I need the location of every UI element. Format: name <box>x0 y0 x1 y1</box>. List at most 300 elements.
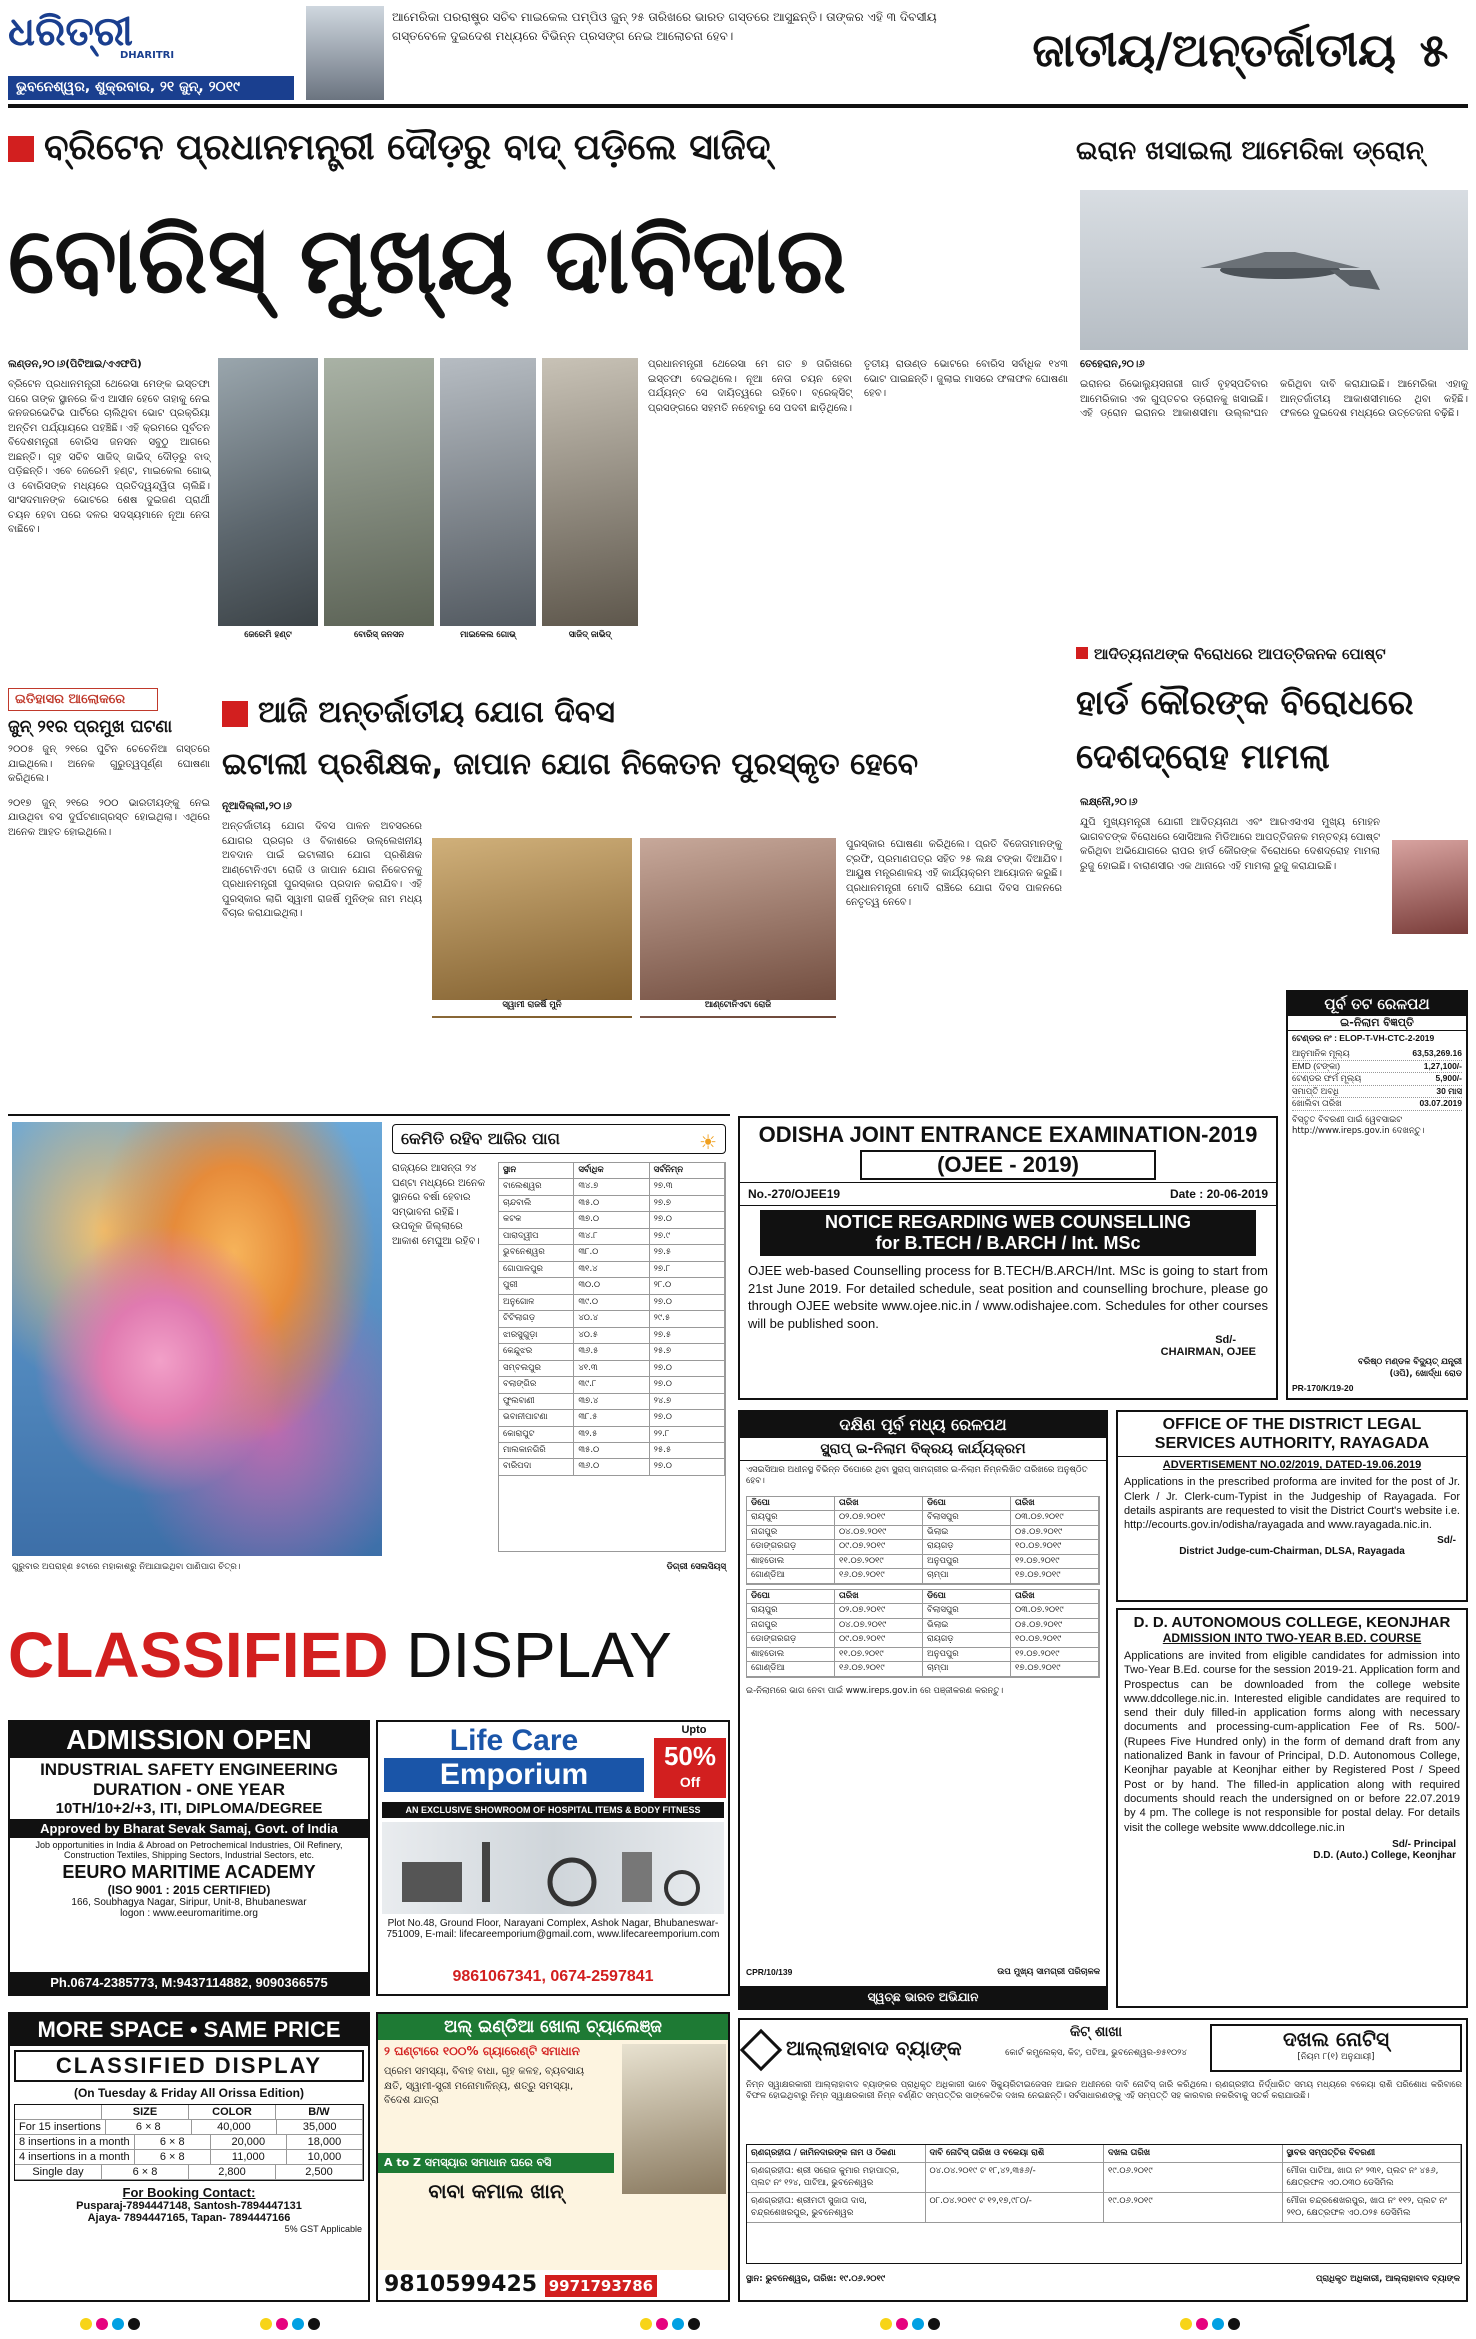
table-cell: 18,000 <box>287 2135 363 2149</box>
bank-name: ଆଲ୍ଲାହାବାଦ ବ୍ୟାଙ୍କ <box>786 2036 962 2060</box>
table-cell: ୧୯.୦୬.୨୦୧୯ <box>1104 2163 1283 2192</box>
tender-title: ପୂର୍ବ ତଟ ରେଳପଥ <box>1288 992 1466 1016</box>
table-cell: ବିଲାସପୁର <box>923 1604 1011 1617</box>
weather-row <box>499 1394 725 1410</box>
tender-no: ଟେଣ୍ଡର ନଂ : ELOP-T-VH-CTC-2-2019 <box>1292 1033 1435 1043</box>
weather-row <box>499 1295 725 1311</box>
masthead-dateline: ଭୁବନେଶ୍ୱର, ଶୁକ୍ରବାର, ୨୧ ଜୁନ୍, ୨୦୧୯ <box>8 76 294 100</box>
logo-subtext: DHARITRI <box>120 50 175 61</box>
table-cell: ୨୭.୦ <box>650 1459 725 1474</box>
weather-row <box>499 1229 725 1245</box>
logo-text: ଧରିତ୍ରୀ <box>8 9 133 55</box>
table-header-cell: ତାରିଖ <box>835 1590 923 1603</box>
table-header-row <box>747 2145 1461 2163</box>
table-cell: ଭୁବନେଶ୍ୱର <box>499 1245 574 1260</box>
table-cell: ୨୯.୫ <box>650 1311 725 1326</box>
possession-notice-title <box>1210 2024 1462 2072</box>
table-cell: ୨୭.୦ <box>650 1361 725 1376</box>
table-cell: ୦୫.୦୭.୨୦୧୯ <box>1011 1619 1099 1632</box>
table-cell: ୩୫.୦ <box>574 1443 649 1458</box>
registration-dot-icon <box>112 2318 124 2330</box>
bank-logo-icon <box>740 2028 782 2070</box>
registration-dot-icon <box>1212 2318 1224 2330</box>
dlsa-sign: Sd/- <box>1437 1534 1456 1546</box>
table-cell: 6 × 8 <box>106 2120 192 2134</box>
dd-signer: D.D. (Auto.) College, Keonjhar <box>1313 1849 1456 1861</box>
photo-hard-kaur <box>1392 840 1468 934</box>
table-cell: ୨୭.୮ <box>650 1262 725 1277</box>
tender-field <box>1292 1061 1462 1073</box>
registration-dot-icon <box>896 2318 908 2330</box>
tender-signer: ବରିଷ୍ଠ ମଣ୍ଡଳ ବିଦ୍ୟୁତ୍ ଯନ୍ତ୍ରୀ (ଓପି), ଖୋର୍ଦ୍ଧା ରୋଡ <box>1357 1357 1462 1379</box>
yoga-kicker <box>222 690 1062 736</box>
table-header-cell: ଡିପୋ <box>747 1497 835 1510</box>
table-cell: ଚାନ୍ଦବାଲି <box>499 1196 574 1211</box>
page-number: ୫ <box>1419 23 1449 77</box>
yoga-dateline: ନୂଆଦିଲ୍ଲୀ,୨୦।୬ <box>222 801 292 812</box>
table-cell: ଶାହଡୋଲ <box>747 1648 835 1661</box>
table-cell: ୪୧.୩ <box>574 1361 649 1376</box>
table-cell: ୧୦.୦୭.୨୦୧୯ <box>1011 1540 1099 1553</box>
lead-photos <box>218 358 638 650</box>
ddcollege-notice <box>1116 1608 1468 2008</box>
table-header-cell: B/W <box>276 2105 363 2119</box>
registration-dot-icon <box>672 2318 684 2330</box>
table-cell: ଭିଲାଇ <box>923 1526 1011 1539</box>
ad-safety-elig: 10TH/10+2/+3, ITI, DIPLOMA/DEGREE <box>55 1800 323 1817</box>
table-header-row <box>499 1163 725 1179</box>
dlsa-adv: ADVERTISEMENT NO.02/2019, DATED-19.06.2019 <box>1162 1459 1422 1472</box>
ad-safety-title: ADMISSION OPEN <box>10 1722 368 1758</box>
satellite-map <box>12 1122 382 1556</box>
table-cell: ୦୨.୦୭.୨୦୧୯ <box>835 1511 923 1524</box>
auction-row <box>747 1540 1099 1554</box>
table-cell: ଚାମ୍ପା <box>923 1569 1011 1582</box>
possession-table <box>746 2144 1462 2264</box>
classified-right: DISPLAY <box>406 1619 672 1691</box>
tender-field-label: ଖୋଲିବା ତାରିଖ <box>1292 1098 1342 1109</box>
table-cell: ରାୟଗଡ଼ <box>923 1633 1011 1646</box>
table-cell: ଋଣଗ୍ରହୀତା: ଶ୍ରୀ ସରୋଜ କୁମାର ମହାପାତ୍ର, ପ୍ଲଟ ନଂ ୧୨୪, ପାଟିଆ, ଭୁବନେଶ୍ୱର <box>747 2163 926 2192</box>
table-cell: ୨୭.୫ <box>650 1245 725 1260</box>
registration-dot-icon <box>1180 2318 1192 2330</box>
table-cell: ୩୪.୮ <box>574 1229 649 1244</box>
baba-phone-2: 9971793786 <box>545 2275 657 2297</box>
ad-safety-web: logon : www.eeuromaritime.org <box>120 1908 258 1919</box>
bank-place: ସ୍ଥାନ: ଭୁବନେଶ୍ୱର, ତାରିଖ: ୧୯.୦୬.୨୦୧୯ <box>746 2274 886 2284</box>
table-cell: 2,500 <box>276 2165 363 2179</box>
table-header-cell: ତାରିଖ <box>1011 1590 1099 1603</box>
railway-tender <box>1286 990 1468 1400</box>
lifecare-pct: 50% <box>663 1741 717 1771</box>
rate-row <box>15 2120 363 2135</box>
rate-row <box>15 2135 363 2150</box>
table-header-cell: ଡିପୋ <box>747 1590 835 1603</box>
table-cell: ୧୦.୦୭.୨୦୧୯ <box>1011 1633 1099 1646</box>
registration-dot-icon <box>640 2318 652 2330</box>
table-cell: ଗୋଣ୍ଡିଆ <box>747 1569 835 1582</box>
table-cell: ୩୧.୪ <box>574 1262 649 1277</box>
caption-rosi: ଆଣ୍ଟୋନିଏଟା ରୋଜି <box>640 1000 836 1016</box>
dd-body: Applications are invited from eligible candidates for admission into Two-Year B.Ed. course for the session 2019-21. Application form and Prospectus can be downloaded from the college website www.ddcollege.nic.in. Interested eligible candidates are required to send their duly filled-in application forms along with necessary documents and processing-cum-application Fee of Rs. 500/- (Rupees Five Hundred only) in the form of demand draft from any nationalized Bank in favour of Principal, D.D. Autonomous College, Keonjhar payable at Keonjhar either by Registered Post / Speed Post or by hand. The filled-in application along with required documents should reach the undersigned on or before 22.07.2019 by 4 pm. The college is not responsible for postal delay. For details visit the college website www.ddcollege.nic.in <box>1124 1650 1460 1834</box>
tender-field <box>1292 1048 1462 1060</box>
sedition-kicker-text: ଆଦିତ୍ୟନାଥଙ୍କ ବିରୋଧରେ ଆପତ୍ତିଜନକ ପୋଷ୍ଟ <box>1094 645 1386 663</box>
history-brief <box>8 688 210 1098</box>
dd-sign: Sd/- Principal <box>1392 1838 1456 1850</box>
table-header-cell: ଦଖଲ ତାରିଖ <box>1104 2145 1283 2162</box>
sedition-kicker <box>1076 640 1468 668</box>
table-cell: ଅନୁଗୋଳ <box>499 1295 574 1310</box>
drone-dateline: ତେହେରାନ,୨୦।୬ <box>1080 359 1145 370</box>
table-cell: ୨୭.୦ <box>650 1212 725 1227</box>
table-header-row <box>747 1590 1099 1604</box>
auction-row <box>747 1555 1099 1569</box>
history-item-1: ୨୦୦୫ ଜୁନ୍ ୨୧ରେ ପୁଟିନ ଚେଚେନିଆ ଗସ୍ତରେ ଯାଇଥିଲେ। ଅନେକ ଗୁରୁତ୍ୱପୂର୍ଣ୍ଣ ଘୋଷଣା କରିଥିଲେ। <box>8 744 210 784</box>
possession-row <box>747 2163 1461 2193</box>
table-cell: ୨୭.୩ <box>650 1179 725 1194</box>
ojee-no: No.-270/OJEE19 <box>748 1187 841 1201</box>
ojee-notice1: NOTICE REGARDING WEB COUNSELLING <box>824 1212 1191 1232</box>
registration-dot-icon <box>308 2318 320 2330</box>
lead-dateline: ଲଣ୍ଡନ,୨୦।୬(ପିଟିଆଇ/ଏଏଫପି) <box>8 359 142 370</box>
table-cell: Single day <box>15 2165 102 2179</box>
table-cell: ୨୭.୦ <box>650 1295 725 1310</box>
table-cell: ଟିଟିଲାଗଡ଼ <box>499 1311 574 1326</box>
table-cell: ୦୯.୦୭.୨୦୧୯ <box>835 1540 923 1553</box>
weather-caption: ଗୁରୁବାର ଅପରାହ୍ଣ ୫ଟାରେ ମହାକାଶରୁ ନିଆଯାଇଥିବା ପାଣିପାଗ ଚିତ୍ର। <box>12 1562 241 1572</box>
table-cell: 10,000 <box>287 2150 363 2164</box>
caption-boris: ବୋରିସ୍ ଜନସନ <box>353 630 405 640</box>
baba-line: ୨ ଘଣ୍ଟାରେ ୧୦୦% ଗ୍ୟାରେଣ୍ଟି ସମାଧାନ <box>384 2044 580 2058</box>
registration-dot-icon <box>96 2318 108 2330</box>
lead-kicker <box>8 118 1068 178</box>
table-cell: ଭବାନୀପାଟଣା <box>499 1410 574 1425</box>
weather-row <box>499 1410 725 1426</box>
table-cell: 6 × 8 <box>135 2150 211 2164</box>
table-header-cell: COLOR <box>189 2105 276 2119</box>
weather-row <box>499 1377 725 1393</box>
table-cell: For 15 insertions <box>15 2120 106 2134</box>
table-cell: ୩୫.୦ <box>574 1196 649 1211</box>
table-cell: ୨୫.୫ <box>650 1443 725 1458</box>
table-cell: ରାୟପୁର <box>747 1511 835 1524</box>
rate-row <box>15 2165 363 2180</box>
weather-title <box>392 1124 726 1154</box>
lifecare-products <box>382 1822 724 1914</box>
morespace-line2: CLASSIFIED DISPLAY <box>14 2050 364 2082</box>
table-header-cell: ସର୍ବନିମ୍ନ <box>650 1163 725 1178</box>
history-date: ଜୁନ୍ ୨୧ର ପ୍ରମୁଖ ଘଟଣା <box>8 717 173 737</box>
weather-block <box>8 1114 730 1594</box>
weather-row <box>499 1427 725 1443</box>
ojee-notice <box>738 1116 1278 1400</box>
registration-dot-icon <box>128 2318 140 2330</box>
registration-dot-icon <box>260 2318 272 2330</box>
ad-safety-academy: EEURO MARITIME ACADEMY <box>62 1862 316 1882</box>
red-bullet-icon <box>1076 647 1088 659</box>
tender-fields <box>1288 1046 1466 1112</box>
tender-field <box>1292 1086 1462 1098</box>
table-cell: ୪୦.୫ <box>574 1328 649 1343</box>
table-cell: ୧୧.୦୭.୨୦୧୯ <box>835 1555 923 1568</box>
yoga-headline: ଇଟାଲୀ ପ୍ରଶିକ୍ଷକ, ଜାପାନ ଯୋଗ ନିକେତନ ପୁରସ୍କୃତ ହେବେ <box>222 747 919 782</box>
table-cell: ପାରାଦ୍ୱୀପ <box>499 1229 574 1244</box>
auction-row <box>747 1526 1099 1540</box>
table-cell: ୨୭.୭ <box>650 1196 725 1211</box>
history-item-2: ୨୦୧୭ ଜୁନ୍ ୨୧ରେ ୨୦୦ ଭାରତୀୟଙ୍କୁ ନେଇ ଯାଉଥିବା ବସ ଦୁର୍ଘଟଣାଗ୍ରସ୍ତ ହୋଇଥିଲା। ଏଥିରେ ଅନେକ ଆହତ ହୋଇଥିଲେ। <box>8 797 210 838</box>
baba-items: ପ୍ରେମ ସମସ୍ୟା, ବିବାହ ବାଧା, ଗୃହ କଳହ, ବ୍ୟବସାୟ କ୍ଷତି, ସ୍ୱାମୀ-ସ୍ତ୍ରୀ ମନୋମାଳିନ୍ୟ, ଶତ୍ରୁ ସମସ୍ୟା, ବିଦେଶ ଯାତ୍ରା <box>384 2066 584 2106</box>
table-cell: 6 × 8 <box>135 2135 211 2149</box>
caption-hunt: ଜେରେମି ହଣ୍ଟ <box>244 630 292 640</box>
table-cell: ୦୨.୦୭.୨୦୧୯ <box>835 1604 923 1617</box>
sedition-dateline: ଲକ୍ଷ୍ନୌ,୨୦।୬ <box>1080 797 1138 808</box>
table-cell: ୩୯.୦ <box>574 1295 649 1310</box>
table-cell: ଶାହଡୋଲ <box>747 1555 835 1568</box>
secr-table-2 <box>746 1589 1100 1678</box>
notice-sub: [ନିୟମ ୮(୧) ଅନୁଯାୟୀ] <box>1297 2052 1375 2062</box>
morespace-c1: Pusparaj-7894447148, Santosh-7894447131 <box>76 2200 302 2212</box>
table-cell: ଡୋଙ୍ଗରଗଡ଼ <box>747 1540 835 1553</box>
table-cell: ବିଲାସପୁର <box>923 1511 1011 1524</box>
weather-row <box>499 1245 725 1261</box>
table-header-cell: SIZE <box>102 2105 189 2119</box>
table-cell: 35,000 <box>277 2120 363 2134</box>
table-cell: ନାଗପୁର <box>747 1619 835 1632</box>
table-cell: ସମ୍ବଲପୁର <box>499 1361 574 1376</box>
tender-field <box>1292 1073 1462 1085</box>
table-cell: ୨୪.୭ <box>650 1394 725 1409</box>
photo-hunt <box>218 358 318 626</box>
table-cell: ୨୭.୫ <box>650 1328 725 1343</box>
ad-safety-iso: (ISO 9001 : 2015 CERTIFIED) <box>107 1883 271 1897</box>
table-cell: ୦୪.୦୪.୨୦୧୯ ଟ ୧୮,୪୨,୩୫୬/- <box>926 2163 1105 2192</box>
table-cell: ରାୟଗଡ଼ <box>923 1540 1011 1553</box>
registration-dot-icon <box>880 2318 892 2330</box>
dlsa-title: OFFICE OF THE DISTRICT LEGAL SERVICES AUTHORITY, RAYAGADA <box>1118 1412 1466 1457</box>
red-bullet-icon <box>222 701 248 727</box>
ad-safety-course: INDUSTRIAL SAFETY ENGINEERING <box>40 1760 338 1779</box>
auction-row <box>747 1569 1099 1583</box>
table-cell: 11,000 <box>211 2150 287 2164</box>
weather-title-text: କେମିତି ରହିବ ଆଜିର ପାଗ <box>401 1129 560 1148</box>
tender-field-value: 30 ମାସ <box>1436 1085 1462 1096</box>
weather-row <box>499 1459 725 1475</box>
registration-dot-icon <box>292 2318 304 2330</box>
weather-row <box>499 1212 725 1228</box>
weather-row <box>499 1179 725 1195</box>
baba-phones <box>378 2270 728 2300</box>
weather-table <box>498 1162 726 1552</box>
rate-table <box>14 2104 364 2181</box>
weather-unit: ଡିଗ୍ରୀ ସେଲସିୟସ୍ <box>666 1562 726 1572</box>
photo-gove <box>440 358 536 626</box>
tender-field-value: 1,27,100/- <box>1423 1060 1462 1071</box>
secr-auction <box>738 1410 1108 2010</box>
table-header-cell <box>15 2105 102 2119</box>
ojee-body: OJEE web-based Counselling process for B.TECH/B.ARCH/Int. MSc is going to start from 21st June 2019. For detailed schedule, seat position and counselling brochure, please go through OJEE website www.ojee.nic.in / www.odishajee.com. Schedules for other courses will be published soon. <box>748 1263 1268 1331</box>
tender-field-value: 63,53,269.16 <box>1412 1048 1462 1059</box>
yoga-body-2: ପୁରସ୍କାର ଘୋଷଣା କରିଥିଲେ। ପ୍ରତି ବିଜେତାମାନଙ୍କୁ ଟ୍ରଫି, ପ୍ରମାଣପତ୍ର ସହିତ ୨୫ ଲକ୍ଷ ଟଙ୍କା ଦିଆଯିବ। ଆୟୁଷ ମନ୍ତ୍ରଣାଳୟ ଏହି କାର୍ଯ୍ୟକ୍ରମ ଆୟୋଜନ କରୁଛି। ପ୍ରଧାନମନ୍ତ୍ରୀ ମୋଦି ରାଞ୍ଚିରେ ଯୋଗ ଦିବସ ପାଳନରେ ନେତୃତ୍ୱ ନେବେ। <box>846 839 1062 908</box>
section-title: ଜାତୀୟ/ଅନ୍ତର୍ଜାତୀୟ <box>1032 23 1396 77</box>
lifecare-line1: Life Care <box>449 1724 579 1757</box>
tender-body: ବିସ୍ତୃତ ବିବରଣୀ ପାଇଁ ୱେବସାଇଟ http://www.ireps.gov.in ଦେଖନ୍ତୁ। <box>1292 1114 1425 1137</box>
morespace-line3: (On Tuesday & Friday All Orissa Edition) <box>73 2086 305 2100</box>
possession-row <box>747 2193 1461 2223</box>
table-cell: ୩୮.୦ <box>574 1245 649 1260</box>
registration-dot-icon <box>1196 2318 1208 2330</box>
notice-title-text: ଦଖଲ ନୋଟିସ୍ <box>1282 2027 1390 2051</box>
caption-javid: ସାଜିଦ୍ ଜାଭିଦ୍ <box>568 630 612 640</box>
table-cell: ୦୩.୦୭.୨୦୧୯ <box>1011 1604 1099 1617</box>
table-cell: ଗୋପାଳପୁର <box>499 1262 574 1277</box>
tender-field-value: 5,900/- <box>1435 1073 1462 1084</box>
weather-note: ରାଜ୍ୟରେ ଆସନ୍ତା ୨୪ ଘଣ୍ଟା ମଧ୍ୟରେ ଅନେକ ସ୍ଥାନରେ ବର୍ଷା ହେବାର ସମ୍ଭାବନା ରହିଛି। ଉପକୂଳ ଜିଲ୍ଲାରେ ଆକାଶ ମେଘୁଆ ରହିବ। <box>392 1163 486 1247</box>
bank-branch: କିଟ୍ ଶାଖା <box>1069 2024 1123 2040</box>
table-cell: ୧୭.୦୭.୨୦୧୯ <box>1011 1569 1099 1582</box>
photo-boris <box>324 358 434 626</box>
registration-dot-icon <box>912 2318 924 2330</box>
weather-row <box>499 1328 725 1344</box>
caption-swami: ସ୍ୱାମୀ ରାଜର୍ଷି ମୁନି <box>432 1000 632 1016</box>
history-logo: ଇତିହାସର ଆଲୋକରେ <box>8 688 158 711</box>
table-cell: ୨୭.୦ <box>650 1377 725 1392</box>
tender-field-label: ଟେଣ୍ଡର ଫର୍ମ ମୂଲ୍ୟ <box>1292 1073 1362 1084</box>
sedition-headline: ହାର୍ଡ କୌରଙ୍କ ବିରୋଧରେ ଦେଶଦ୍ରୋହ ମାମଲା <box>1076 683 1414 777</box>
registration-dot-icon <box>656 2318 668 2330</box>
ad-safety <box>8 1720 370 1996</box>
table-cell: ଡୋଙ୍ଗରଗଡ଼ <box>747 1633 835 1646</box>
table-cell: କଟକ <box>499 1212 574 1227</box>
tender-field-label: EMD (ଟଙ୍କା) <box>1292 1060 1341 1071</box>
lifecare-addr: Plot No.48, Ground Floor, Narayani Complex, Ashok Nagar, Bhubaneswar-751009, E-mail: lifecareemporium@gmail.com, www.lifecareemporium.com <box>386 1918 720 1940</box>
dlsa-notice <box>1116 1410 1468 1602</box>
yoga-kicker-text: ଆଜି ଅନ୍ତର୍ଜାତୀୟ ଯୋଗ ଦିବସ <box>258 695 615 730</box>
registration-dot-icon <box>928 2318 940 2330</box>
ad-baba <box>376 2012 730 2302</box>
table-cell: ଅନୁପପୁର <box>923 1648 1011 1661</box>
table-cell: ମୌଜା ଚନ୍ଦ୍ରଶେଖରପୁର, ଖାତା ନଂ ୧୧୨, ପ୍ଲଟ ନଂ ୨୧୦, କ୍ଷେତ୍ରଫଳ ଏ୦.୦୨୫ ଡେସିମିଲ <box>1283 2193 1462 2222</box>
sedition-body: ଯୁପି ମୁଖ୍ୟମନ୍ତ୍ରୀ ଯୋଗୀ ଆଦିତ୍ୟନାଥ ଏବଂ ଆରଏସଏସ ମୁଖ୍ୟ ମୋହନ ଭାଗବତଙ୍କ ବିରୋଧରେ ସୋସିଆଲ ମିଡିଆରେ ଆପତ୍ତିଜନକ ମନ୍ତବ୍ୟ ପୋଷ୍ଟ କରିଥିବା ଅଭିଯୋଗରେ ରାପର ହାର୍ଡ କୌରଙ୍କ ବିରୋଧରେ ଦେଶଦ୍ରୋହ ମାମଲା ରୁଜୁ ହୋଇଛି। ବାରାଣସୀର ଏକ ଥାନାରେ ଏହି ମାମଲା ରୁଜୁ କରାଯାଇଛି। <box>1080 817 1380 872</box>
table-cell: ୧୨.୦୭.୨୦୧୯ <box>1011 1555 1099 1568</box>
morespace-gst: 5% GST Applicable <box>284 2224 362 2234</box>
drone-body: ଇରାନର ରିଭୋଲ୍ୟୁସନାରୀ ଗାର୍ଡ ବୃହସ୍ପତିବାର ଆମେରିକାର ଏକ ଗୁପ୍ତଚର ଡ୍ରୋନକୁ ଖସାଇଛି। ଏହି ଡ୍ରୋନ ଇରାନର ଆକାଶସୀମା ଉଲ୍ଲଂଘନ କରିଥିବା ଦାବି କରାଯାଇଛି। ଆମେରିକା ଏହାକୁ ଆନ୍ତର୍ଜାତୀୟ ଆକାଶସୀମାରେ ଥିବା କହିଛି। ଫଳରେ ଦୁଇଦେଶ ମଧ୍ୟରେ ଉତ୍ତେଜନା ବଢ଼ିଛି। <box>1080 379 1468 419</box>
tender-sub: ଇ-ନିଲାମ ବିଜ୍ଞପ୍ତି <box>1288 1016 1466 1031</box>
lead-headline: ବୋରିସ୍ ମୁଖ୍ୟ ଦାବିଦାର <box>8 207 847 314</box>
table-header-row <box>747 1497 1099 1511</box>
table-cell: ୦୮.୦୪.୨୦୧୯ ଟ ୧୨,୧୭,୯୮୦/- <box>926 2193 1105 2222</box>
table-cell: ୦୩.୦୭.୨୦୧୯ <box>1011 1511 1099 1524</box>
ad-safety-phone: Ph.0674-2385773, M:9437114882, 9090366575 <box>10 1972 368 1994</box>
secr-footer: ଇ-ନିଲାମରେ ଭାଗ ନେବା ପାଇଁ www.ireps.gov.in ରେ ପଞ୍ଜୀକରଣ କରନ୍ତୁ। <box>746 1685 1004 1696</box>
allahabad-notice <box>738 2018 1468 2302</box>
registration-dot-icon <box>688 2318 700 2330</box>
bank-logo <box>746 2026 986 2070</box>
table-cell: ରାୟପୁର <box>747 1604 835 1617</box>
lifecare-upto: Upto <box>681 1724 707 1736</box>
table-cell: ୨୨.୮ <box>650 1427 725 1442</box>
table-cell: ୩୪.୭ <box>574 1179 649 1194</box>
ad-safety-jobs: Job opportunities in India & Abroad on Petrochemical Industries, Oil Refinery, Construction Textiles, Shipping Sectors, Industrial Sectors, etc. <box>35 1840 343 1860</box>
caption-gove: ମାଇକେଲ ଗୋଭ୍ <box>460 630 516 640</box>
tender-ref: PR-170/K/19-20 <box>1292 1382 1354 1393</box>
auction-row <box>747 1511 1099 1525</box>
teaser-photo <box>306 6 384 100</box>
table-cell: ୨୭.୦ <box>650 1410 725 1425</box>
dlsa-body: Applications in the prescribed proforma are invited for the post of Jr. Clerk / Jr. Clerk-cum-Typist in the Judgeship of Rayagada. For details aspirants are requested to visit the District Court's website i.e. http://ecourts.gov.in/odisha/rayagada and www.rayagada.nic.in. <box>1124 1476 1460 1532</box>
table-cell: ନାଗପୁର <box>747 1526 835 1539</box>
bank-branch-addr: କୋର୍ଟ କମ୍ପ୍ଲେକ୍ସ, କିଟ୍, ପଟିଆ, ଭୁବନେଶ୍ୱର-୭୫୧୦୨୪ <box>1005 2048 1187 2058</box>
secr-table <box>746 1496 1100 1585</box>
lifecare-tag: AN EXCLUSIVE SHOWROOM OF HOSPITAL ITEMS & BODY FITNESS <box>382 1802 724 1818</box>
equipment-icons <box>382 1822 724 1914</box>
table-cell: 6 × 8 <box>102 2165 189 2179</box>
table-cell: କୋରାପୁଟ <box>499 1427 574 1442</box>
table-cell: ୧୨.୦୭.୨୦୧୯ <box>1011 1648 1099 1661</box>
drone-headline: ଇରାନ ଖସାଇଲା ଆମେରିକା ଡ୍ରୋନ୍ <box>1076 136 1424 166</box>
ojee-notice-box <box>760 1210 1256 1256</box>
baba-title: ଅଲ୍ ଇଣ୍ଡିଆ ଖୋଲା ଚ୍ୟାଲେଞ୍ଜ <box>378 2014 728 2040</box>
bank-signer: ପ୍ରାଧିକୃତ ଅଧିକାରୀ, ଆଲ୍ଲାହାବାଦ ବ୍ୟାଙ୍କ <box>1315 2274 1460 2284</box>
ad-morespace <box>8 2012 370 2302</box>
table-header-cell: ତାରିଖ <box>1011 1497 1099 1510</box>
table-cell: 8 insertions in a month <box>15 2135 135 2149</box>
weather-row <box>499 1311 725 1327</box>
ad-safety-addr: 166, Soubhagya Nagar, Siripur, Unit-8, Bhubaneswar <box>71 1897 307 1908</box>
ojee-sub: (OJEE - 2019) <box>860 1150 1156 1180</box>
table-header-cell: ଡିପୋ <box>923 1590 1011 1603</box>
table-cell: 20,000 <box>211 2135 287 2149</box>
table-cell: ୩୯.୮ <box>574 1377 649 1392</box>
lifecare-discount-badge <box>654 1738 726 1798</box>
secr-sub: ସ୍କ୍ରାପ୍ ଇ-ନିଲାମ ବିକ୍ରୟ କାର୍ଯ୍ୟକ୍ରମ <box>740 1438 1106 1461</box>
morespace-contact: For Booking Contact: <box>122 2185 256 2200</box>
secr-title: ଦକ୍ଷିଣ ପୂର୍ବ ମଧ୍ୟ ରେଳପଥ <box>740 1412 1106 1438</box>
weather-row <box>499 1361 725 1377</box>
ojee-signer: CHAIRMAN, OJEE <box>1160 1346 1256 1359</box>
table-cell: ଫୁଲବାଣୀ <box>499 1394 574 1409</box>
drone-photo <box>1080 190 1468 350</box>
table-cell: ୨୭.୯ <box>650 1229 725 1244</box>
table-cell: ୩୬.୫ <box>574 1344 649 1359</box>
table-cell: ୩୦.୦ <box>574 1278 649 1293</box>
table-cell: ୩୨.୫ <box>574 1427 649 1442</box>
secr-intro: ଏସଇସିଆର ଅଧୀନସ୍ଥ ବିଭିନ୍ନ ଡିପୋରେ ଥିବା ସ୍କ୍ରାପ୍ ସାମଗ୍ରୀର ଇ-ନିଲାମ ନିମ୍ନଲିଖିତ ତାରିଖରେ ଅନୁଷ୍ଠିତ ହେବ। <box>746 1465 1088 1487</box>
auction-row <box>747 1604 1099 1618</box>
table-cell: ପୁରୀ <box>499 1278 574 1293</box>
table-header-cell: ତାରିଖ <box>835 1497 923 1510</box>
photo-rosi <box>640 838 836 1018</box>
table-cell: 40,000 <box>192 2120 278 2134</box>
table-cell: ୨୮.୦ <box>650 1278 725 1293</box>
table-header-cell: ସ୍ଥାନ <box>499 1163 574 1178</box>
table-cell: ବାରିପଦା <box>499 1459 574 1474</box>
lifecare-line2: Emporium <box>384 1758 644 1792</box>
photo-javid <box>542 358 638 626</box>
auction-row <box>747 1633 1099 1647</box>
yoga-body: ଅନ୍ତର୍ଜାତୀୟ ଯୋଗ ଦିବସ ପାଳନ ଅବସରରେ ଯୋଗର ପ୍ରଚାର ଓ ବିକାଶରେ ଉଲ୍ଲେଖନୀୟ ଅବଦାନ ପାଇଁ ଇଟାଲୀର ଯୋଗ ପ୍ରଶିକ୍ଷକ ଆଣ୍ଟୋନିଏଟା ରୋଜି ଓ ଜାପାନ ଯୋଗ ନିକେତନକୁ ପ୍ରଧାନମନ୍ତ୍ରୀ ପୁରସ୍କାର ପ୍ରଦାନ କରାଯିବ। ଏହି ପୁରସ୍କାର ଲାଗି ସ୍ୱାମୀ ରାଜର୍ଷି ମୁନିଙ୍କ ନାମ ମଧ୍ୟ ବିଚାର କରାଯାଇଥିଲା। <box>222 821 422 919</box>
table-cell: ୩୭.୦ <box>574 1212 649 1227</box>
tender-field-label: ସମାପ୍ତି ଅବଧି <box>1292 1085 1339 1096</box>
table-cell: ବାଲେଶ୍ୱର <box>499 1179 574 1194</box>
table-cell: ୨୫.୭ <box>650 1344 725 1359</box>
table-header-row <box>15 2105 363 2120</box>
ojee-notice2: for B.TECH / B.ARCH / Int. MSc <box>875 1233 1141 1253</box>
baba-atoz: A to Z ସମସ୍ୟାର ସମାଧାନ ଘରେ ବସି <box>378 2153 614 2173</box>
table-cell: ବଲାଙ୍ଗିର <box>499 1377 574 1392</box>
table-cell: ମୌଜା ପାଟିଆ, ଖାତା ନଂ ୨୩୧, ପ୍ଲଟ ନଂ ୪୫୬, କ୍ଷେତ୍ରଫଳ ଏ୦.୦୩୦ ଡେସିମିଲ <box>1283 2163 1462 2192</box>
lead-body-col1: ବ୍ରିଟେନ ପ୍ରଧାନମନ୍ତ୍ରୀ ଥେରେସା ମେଙ୍କ ଇସ୍ତଫା ପରେ ତାଙ୍କ ସ୍ଥାନରେ କିଏ ଆସୀନ ହେବେ ତାହାକୁ ନେଇ କନଜରଭେଟିଭ ପାର୍ଟିରେ ଚାଲିଥିବା ଭୋଟ ପ୍ରକ୍ରିୟା ଅନ୍ତିମ ପର୍ଯ୍ୟାୟରେ ପହଞ୍ଚିଛି। ଏହି କ୍ରମରେ ପୂର୍ବତନ ବିଦେଶମନ୍ତ୍ରୀ ବୋରିସ ଜନସନ ସବୁଠୁ ଆଗରେ ଅଛନ୍ତି। ଗୃହ ସଚିବ ସାଜିଦ୍ ଜାଭିଦ୍ ଦୌଡ଼ରୁ ବାଦ୍ ପଡ଼ିଛନ୍ତି। ଏବେ ଜେରେମି ହଣ୍ଟ, ମାଇକେଲ ଗୋଭ୍ ଓ ବୋରିସଙ୍କ ମଧ୍ୟରେ ପ୍ରତିଦ୍ୱନ୍ଦ୍ୱିତା ଚାଲିଛି। ସାଂସଦମାନଙ୍କ ଭୋଟରେ ଶେଷ ଦୁଇଜଣ ପ୍ରାର୍ଥୀ ଚୟନ ହେବା ପରେ ଦଳର ସଦସ୍ୟମାନେ ନୂଆ ନେତା ବାଛିବେ। <box>8 379 210 535</box>
secr-signer: ଉପ ମୁଖ୍ୟ ସାମଗ୍ରୀ ପରିଚାଳକ <box>997 1966 1100 1977</box>
